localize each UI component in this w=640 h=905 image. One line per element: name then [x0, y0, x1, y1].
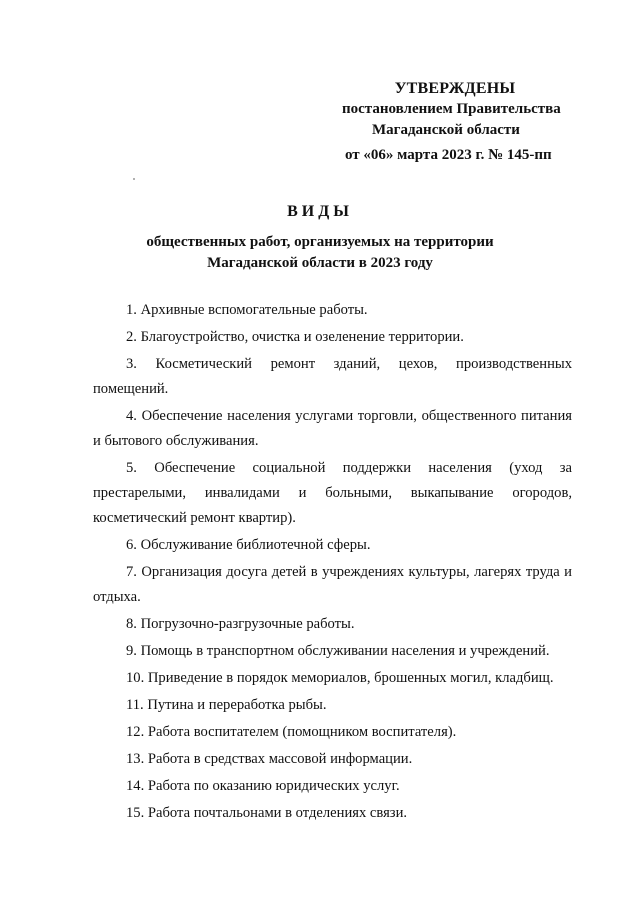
- list-item: 1. Архивные вспомогательные работы.: [126, 302, 368, 318]
- list-item: 11. Путина и переработка рыбы.: [126, 697, 327, 713]
- scan-speck: [133, 178, 135, 180]
- approval-title: УТВЕРЖДЕНЫ: [394, 80, 516, 97]
- heading-subtitle: [60, 232, 580, 274]
- list-item: 8. Погрузочно-разгрузочные работы.: [126, 616, 355, 632]
- approval-block: [300, 78, 620, 166]
- heading-title: ВИДЫ: [287, 203, 353, 220]
- list-item: 6. Обслуживание библиотечной сферы.: [126, 537, 371, 553]
- heading-subtitle-line-1: общественных работ, организуемых на территории: [146, 234, 494, 250]
- list-item: 7. Организация досуга детей в учреждениях культуры, лагерях труда и отдыха.: [93, 564, 572, 605]
- list-item: 10. Приведение в порядок мемориалов, брошенных могил, кладбищ.: [126, 670, 554, 686]
- works-list: [93, 298, 572, 828]
- list-item: 2. Благоустройство, очистка и озеленение территории.: [126, 329, 464, 345]
- approval-line-date-number: от «06» марта 2023 г. № 145-пп: [345, 147, 552, 163]
- approval-line-region: Магаданской области: [372, 122, 520, 138]
- list-item: 13. Работа в средствах массовой информации.: [126, 751, 413, 767]
- list-item: 9. Помощь в транспортном обслуживании населения и учреждений.: [126, 643, 550, 659]
- list-item: 12. Работа воспитателем (помощником воспитателя).: [126, 724, 457, 740]
- list-item: 5. Обеспечение социальной поддержки населения (уход за престарелыми, инвалидами и больными, выкапывание огородов, косметический ремонт квартир).: [93, 460, 572, 526]
- list-item: 4. Обеспечение населения услугами торговли, общественного питания и бытового обслуживания.: [93, 408, 572, 449]
- list-item: 14. Работа по оказанию юридических услуг.: [126, 778, 400, 794]
- list-item: 15. Работа почтальонами в отделениях связи.: [126, 805, 408, 821]
- list-item: 3. Косметический ремонт зданий, цехов, производственных помещений.: [93, 356, 572, 397]
- document-heading: [60, 201, 580, 274]
- approval-line-resolution: постановлением Правительства: [342, 101, 561, 117]
- heading-subtitle-line-2: Магаданской области в 2023 году: [207, 255, 433, 271]
